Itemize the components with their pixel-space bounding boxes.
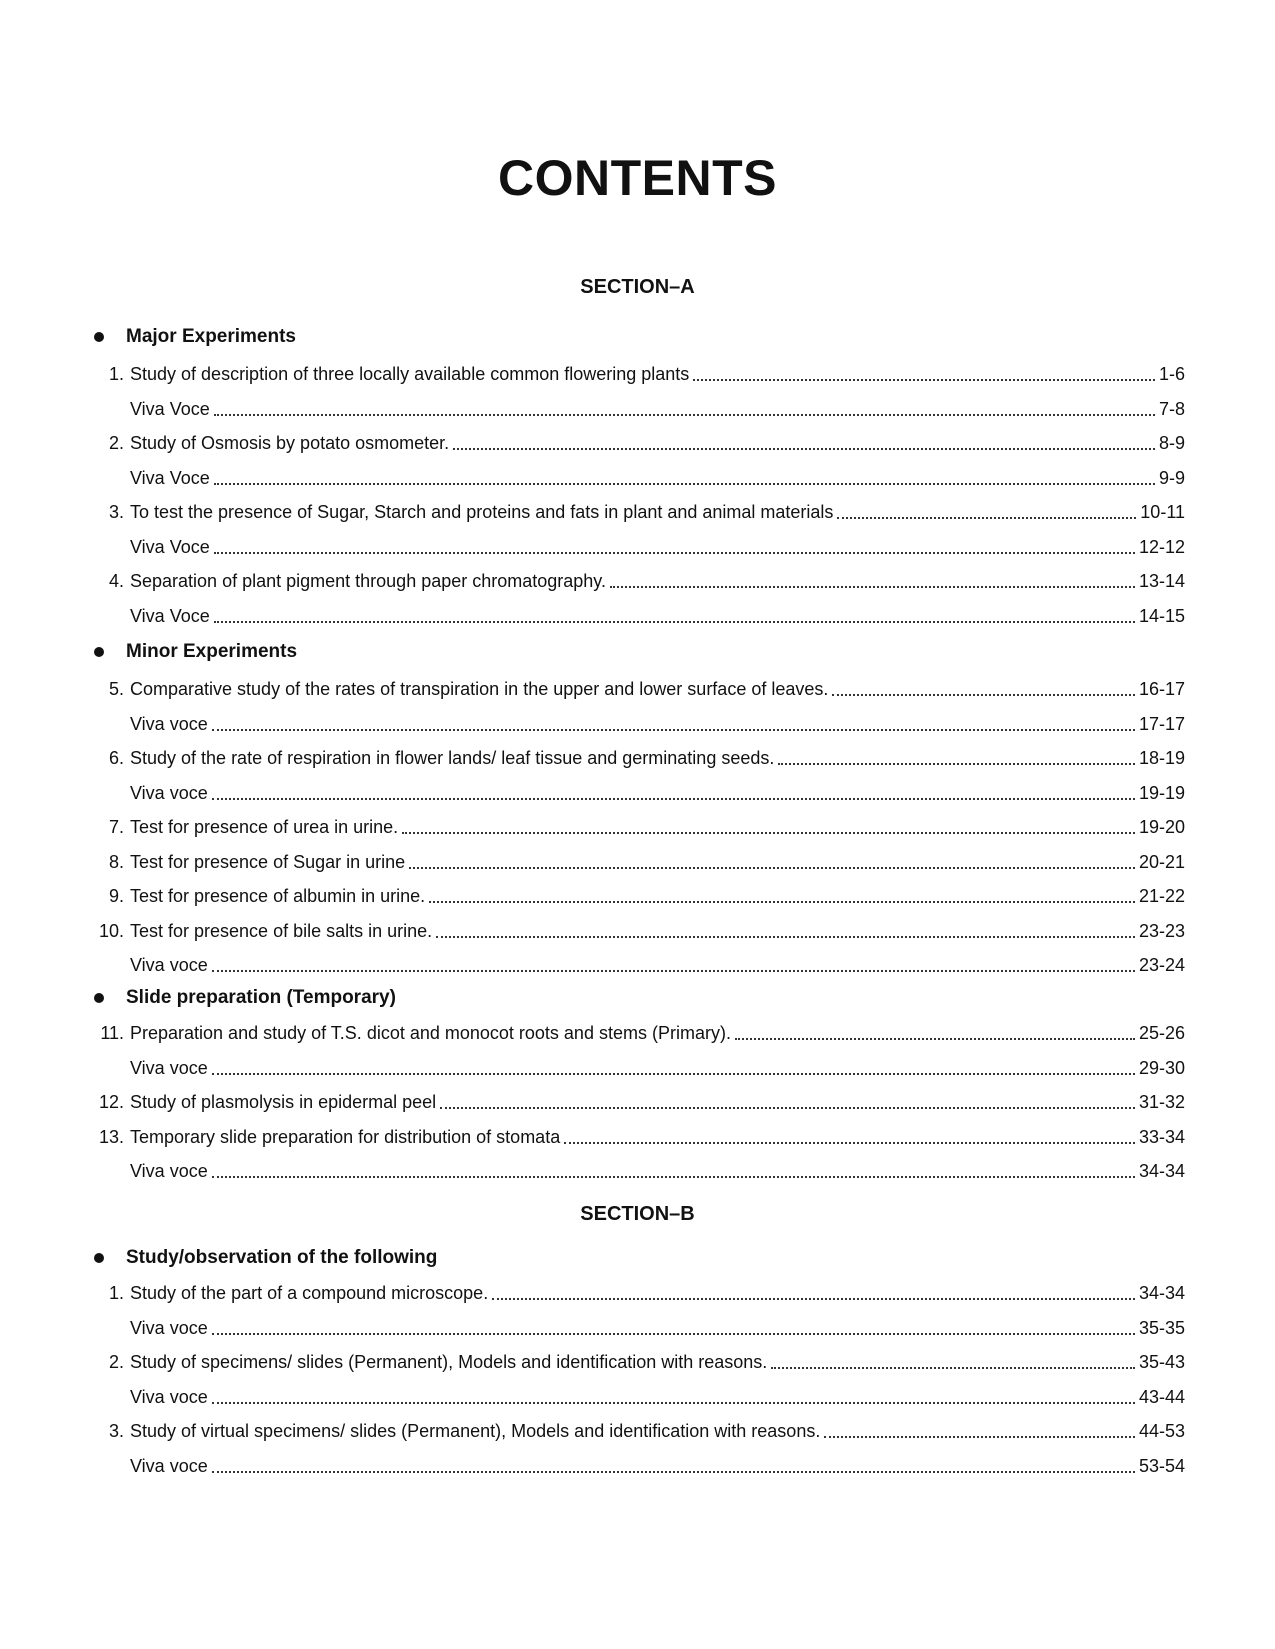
toc-entry[interactable] — [88, 1315, 1185, 1341]
toc-entry[interactable] — [88, 849, 1185, 875]
group-heading — [94, 1245, 437, 1271]
entry-pages: 16-17 — [1138, 679, 1185, 699]
entry-title: Study of Osmosis by potato osmometer. — [130, 433, 450, 453]
entry-title: Study of specimens/ slides (Permanent), Models and identification with reasons. — [130, 1352, 768, 1372]
dot-leader — [214, 552, 1135, 554]
entry-pages: 43-44 — [1138, 1386, 1185, 1407]
dot-leader — [837, 517, 1136, 519]
dot-leader — [212, 1176, 1135, 1178]
dot-leader — [610, 586, 1135, 588]
toc-entry[interactable] — [88, 396, 1185, 422]
dot-leader — [212, 970, 1135, 972]
section-heading: SECTION–B — [580, 1203, 695, 1225]
toc-entry[interactable] — [88, 952, 1185, 978]
entry-pages: 25-26 — [1138, 1023, 1185, 1043]
dot-leader — [214, 414, 1155, 416]
dot-leader — [693, 379, 1155, 381]
dot-leader — [214, 483, 1155, 485]
entry-number: 13. — [98, 1126, 124, 1147]
entry-title: Viva Voce — [130, 398, 210, 419]
entry-pages: 21-22 — [1138, 886, 1185, 906]
toc-entry[interactable] — [88, 918, 1185, 944]
toc-entry[interactable] — [88, 1384, 1185, 1410]
entry-title: Viva voce — [130, 782, 208, 803]
entry-title: Viva Voce — [130, 605, 210, 626]
entry-pages: 12-12 — [1138, 536, 1185, 557]
dot-leader — [735, 1038, 1135, 1040]
group-heading-label: Major Experiments — [126, 326, 296, 347]
entry-pages: 8-9 — [1158, 433, 1185, 453]
dot-leader — [771, 1367, 1135, 1369]
group-heading-label: Slide preparation (Temporary) — [126, 987, 396, 1008]
entry-number: 1. — [108, 364, 124, 384]
group-heading-label: Minor Experiments — [126, 641, 298, 662]
entry-title: Viva voce — [130, 1455, 208, 1476]
entry-title: To test the presence of Sugar, Starch and proteins and fats in plant and animal materials — [130, 502, 834, 522]
entry-pages: 1-6 — [1158, 364, 1185, 384]
entry-title: Study of the part of a compound microscope. — [130, 1283, 489, 1303]
toc-entry[interactable] — [88, 883, 1185, 909]
toc-entry[interactable] — [88, 1020, 1185, 1046]
dot-leader — [214, 621, 1135, 623]
dot-leader — [409, 867, 1135, 869]
dot-leader — [429, 901, 1135, 903]
entry-number: 5. — [108, 679, 124, 699]
dot-leader — [212, 1402, 1135, 1404]
entry-title: Viva voce — [130, 1161, 208, 1181]
bullet-icon — [94, 647, 104, 657]
toc-entry[interactable] — [88, 814, 1185, 840]
entry-title: Viva voce — [130, 1057, 208, 1078]
entry-number: 7. — [108, 817, 124, 837]
group-heading — [94, 985, 396, 1011]
entry-title: Temporary slide preparation for distribution of stomata — [130, 1126, 561, 1147]
dot-leader — [212, 1471, 1135, 1473]
entry-title: Study of plasmolysis in epidermal peel — [130, 1092, 437, 1112]
entry-pages: 9-9 — [1158, 467, 1185, 488]
entry-number: 11. — [100, 1023, 124, 1043]
entry-number: 3. — [108, 502, 124, 522]
entry-title: Study of virtual specimens/ slides (Permanent), Models and identification with reasons. — [130, 1421, 821, 1441]
entry-pages: 33-34 — [1138, 1126, 1185, 1147]
entry-pages: 17-17 — [1138, 713, 1185, 734]
entry-pages: 7-8 — [1158, 398, 1185, 419]
toc-entry[interactable] — [88, 534, 1185, 560]
toc-entry[interactable] — [88, 465, 1185, 491]
entry-number: 4. — [108, 571, 124, 591]
entry-number: 8. — [108, 851, 124, 872]
entry-pages: 18-19 — [1138, 748, 1185, 768]
group-heading — [94, 324, 296, 350]
entry-title: Viva Voce — [130, 536, 210, 557]
toc-entry[interactable] — [88, 711, 1185, 737]
entry-number: 3. — [108, 1421, 124, 1441]
toc-entry[interactable] — [88, 1055, 1185, 1081]
dot-leader — [212, 1333, 1135, 1335]
entry-pages: 35-43 — [1138, 1352, 1185, 1372]
toc-entry[interactable] — [88, 1349, 1185, 1375]
entry-title: Viva voce — [130, 1317, 208, 1338]
dot-leader — [832, 694, 1135, 696]
entry-title: Viva voce — [130, 1386, 208, 1407]
toc-entry[interactable] — [88, 603, 1185, 629]
group-heading-label: Study/observation of the following — [126, 1247, 438, 1268]
entry-title: Study of the rate of respiration in flower lands/ leaf tissue and germinating seeds. — [130, 748, 775, 768]
dot-leader — [453, 448, 1155, 450]
entry-number: 1. — [108, 1283, 124, 1303]
toc-entry[interactable] — [88, 1280, 1185, 1306]
dot-leader — [212, 798, 1135, 800]
bullet-icon — [94, 332, 104, 342]
dot-leader — [436, 936, 1135, 938]
entry-pages: 19-20 — [1138, 817, 1185, 837]
entry-number: 10. — [98, 920, 124, 941]
entry-title: Viva Voce — [130, 467, 210, 488]
group-heading — [94, 639, 297, 665]
entry-title: Test for presence of bile salts in urine. — [130, 920, 433, 941]
bullet-icon — [94, 1253, 104, 1263]
entry-number: 2. — [108, 433, 124, 453]
entry-number: 9. — [108, 886, 124, 906]
entry-title: Study of description of three locally available common flowering plants — [130, 364, 690, 384]
entry-pages: 23-23 — [1138, 920, 1185, 941]
entry-pages: 13-14 — [1138, 571, 1185, 591]
entry-pages: 23-24 — [1138, 955, 1185, 975]
entry-pages: 53-54 — [1138, 1455, 1185, 1476]
toc-entry[interactable] — [88, 361, 1185, 387]
entry-title: Comparative study of the rates of transpiration in the upper and lower surface of leaves. — [130, 679, 829, 699]
entry-title: Test for presence of albumin in urine. — [130, 886, 426, 906]
dot-leader — [564, 1142, 1135, 1144]
dot-leader — [440, 1107, 1135, 1109]
entry-pages: 31-32 — [1138, 1092, 1185, 1112]
entry-title: Viva voce — [130, 713, 208, 734]
toc-entry[interactable] — [88, 676, 1185, 702]
entry-pages: 10-11 — [1140, 502, 1185, 522]
page-title: CONTENTS — [498, 150, 777, 206]
entry-pages: 44-53 — [1138, 1421, 1185, 1441]
entry-pages: 34-34 — [1138, 1283, 1185, 1303]
dot-leader — [778, 763, 1135, 765]
dot-leader — [402, 832, 1135, 834]
dot-leader — [212, 729, 1135, 731]
toc-entry[interactable] — [88, 1158, 1185, 1184]
entry-pages: 14-15 — [1138, 605, 1185, 626]
toc-entry[interactable] — [88, 1089, 1185, 1115]
dot-leader — [492, 1298, 1135, 1300]
bullet-icon — [94, 993, 104, 1003]
dot-leader — [212, 1073, 1135, 1075]
entry-title: Test for presence of urea in urine. — [130, 817, 399, 837]
toc-entry[interactable] — [88, 745, 1185, 771]
entry-number: 12. — [98, 1092, 124, 1112]
entry-pages: 19-19 — [1138, 782, 1185, 803]
toc-entry[interactable] — [88, 780, 1185, 806]
entry-pages: 34-34 — [1138, 1161, 1185, 1181]
entry-title: Viva voce — [130, 955, 208, 975]
entry-number: 2. — [108, 1352, 124, 1372]
dot-leader — [824, 1436, 1135, 1438]
entry-title: Test for presence of Sugar in urine — [130, 851, 406, 872]
entry-title: Preparation and study of T.S. dicot and monocot roots and stems (Primary). — [130, 1023, 731, 1043]
toc-entry[interactable] — [88, 1418, 1185, 1444]
entry-number: 6. — [108, 748, 124, 768]
toc-entry[interactable] — [88, 430, 1185, 456]
toc-entry[interactable] — [88, 499, 1185, 525]
toc-entry[interactable] — [88, 568, 1185, 594]
entry-pages: 20-21 — [1138, 851, 1185, 872]
toc-entry[interactable] — [88, 1453, 1185, 1479]
entry-pages: 35-35 — [1138, 1317, 1185, 1338]
toc-entry[interactable] — [88, 1124, 1185, 1150]
entry-title: Separation of plant pigment through paper chromatography. — [130, 571, 606, 591]
section-heading: SECTION–A — [580, 276, 695, 298]
entry-pages: 29-30 — [1138, 1057, 1185, 1078]
